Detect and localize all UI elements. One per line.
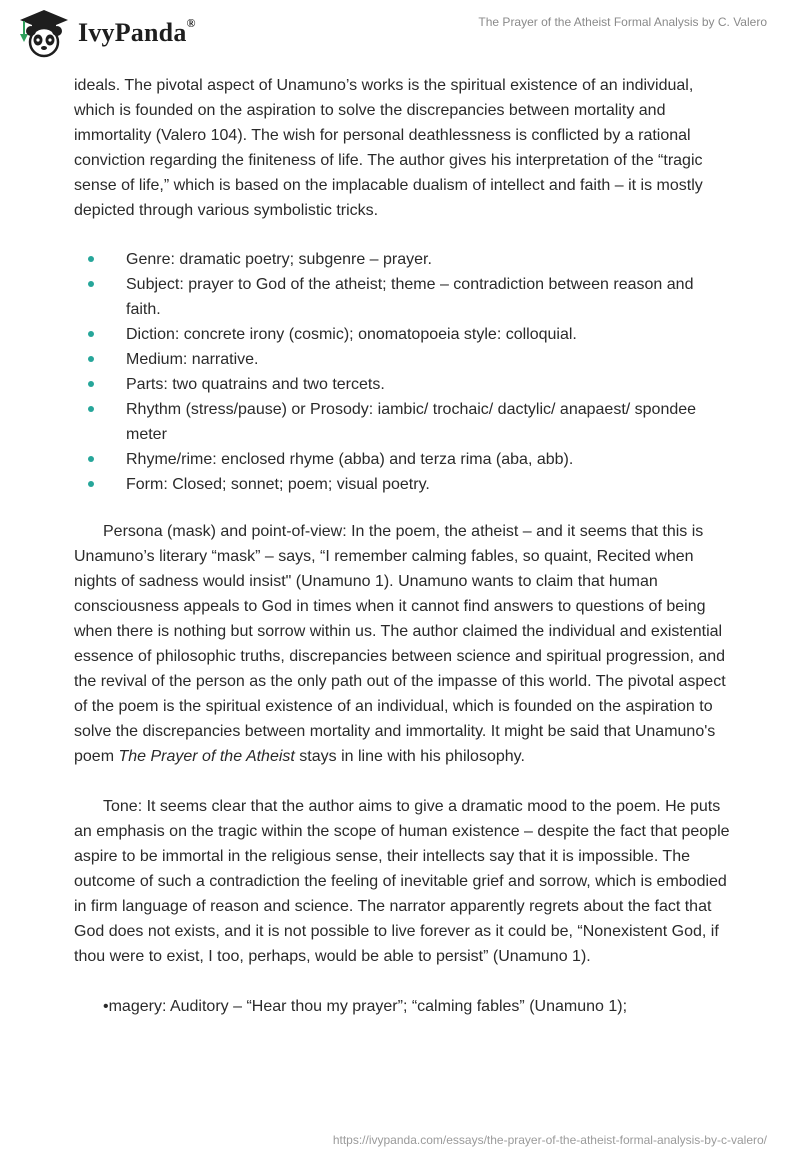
document-title: The Prayer of the Atheist Formal Analysis by C. Valero (478, 15, 767, 29)
poem-title: The Prayer of the Atheist (118, 748, 295, 765)
bullet-dot-icon (88, 256, 94, 262)
list-item: Diction: concrete irony (cosmic); onomatopoeia style: colloquial. (74, 322, 730, 347)
bullet-dot-icon (88, 331, 94, 337)
list-item: Rhyme/rime: enclosed rhyme (abba) and terza rima (aba, abb). (74, 447, 730, 472)
intro-paragraph: ideals. The pivotal aspect of Unamuno’s works is the spiritual existence of an individual, which is founded on the aspiration to solve the discrepancies between mortality and immortality (Valero 104). The wish for personal deathlessness is conflicted by a rational conviction regarding the finiteness of life. The author gives his interpretation of the “tragic sense of life,” which is based on the implacable dualism of intellect and faith – it is mostly depicted through various symbolistic tricks. (74, 77, 703, 219)
bullet-dot-icon (88, 406, 94, 412)
essay-body (74, 73, 730, 1019)
analysis-list (74, 247, 730, 497)
list-item: Genre: dramatic poetry; subgenre – prayer. (74, 247, 730, 272)
bullet-dot-icon (88, 381, 94, 387)
page-header (0, 0, 800, 70)
list-item: Rhythm (stress/pause) or Prosody: iambic/ trochaic/ dactylic/ anapaest/ spondee meter (74, 397, 730, 447)
bullet-dot-icon (88, 481, 94, 487)
list-item: Form: Closed; sonnet; poem; visual poetry. (74, 472, 730, 497)
panda-graduate-icon (16, 8, 72, 58)
list-item: Medium: narrative. (74, 347, 730, 372)
ivypanda-logo-link[interactable] (16, 8, 196, 58)
persona-paragraph: Persona (mask) and point-of-view: In the poem, the atheist – and it seems that this is Unamuno’s literary “mask” – says, “I remember calming fables, so quaint, Recited when nights of sadness would insist" (Unamuno 1). Unamuno wants to claim that human consciousness appeals to God in times when it cannot find answers to questions of being when there is nothing but sorrow within us. The author claimed the individual and existential essence of philosophic truths, discrepancies between science and spiritual progression, and the revival of the person as the only path out of the impasse of this world. The pivotal aspect of the poem is the spiritual existence of an individual, which is founded on the aspiration to solve the discrepancies between mortality and immortality. It might be said that Unamuno's poem The Prayer of the Atheist stays in line with his philosophy. (74, 523, 726, 765)
tone-paragraph: Tone: It seems clear that the author aims to give a dramatic mood to the poem. He puts an emphasis on the tragic within the scope of human existence – despite the fact that people aspire to be immortal in the religious sense, their intellects say that it is impossible. The outcome of such a contradiction the feeling of inevitable grief and sorrow, which is embodied in firm language of reason and science. The narrator apparently regrets about the fact that God does not exists, and it is not possible to live forever as it could be, “Nonexistent God, if thou were to exist, I too, perhaps, would be able to persist” (Unamuno 1). (74, 798, 730, 965)
bullet-dot-icon (88, 356, 94, 362)
bullet-dot-icon (88, 281, 94, 287)
bullet-dot-icon (88, 456, 94, 462)
imagery-paragraph: •magery: Auditory – “Hear thou my prayer”; “calming fables” (Unamuno 1); (103, 998, 628, 1015)
list-item: Subject: prayer to God of the atheist; theme – contradiction between reason and faith. (74, 272, 730, 322)
list-item: Parts: two quatrains and two tercets. (74, 372, 730, 397)
source-url-link[interactable]: https://ivypanda.com/essays/the-prayer-of-the-atheist-formal-analysis-by-c-valero/ (332, 1133, 767, 1147)
brand-name: IvyPanda® (78, 16, 196, 47)
